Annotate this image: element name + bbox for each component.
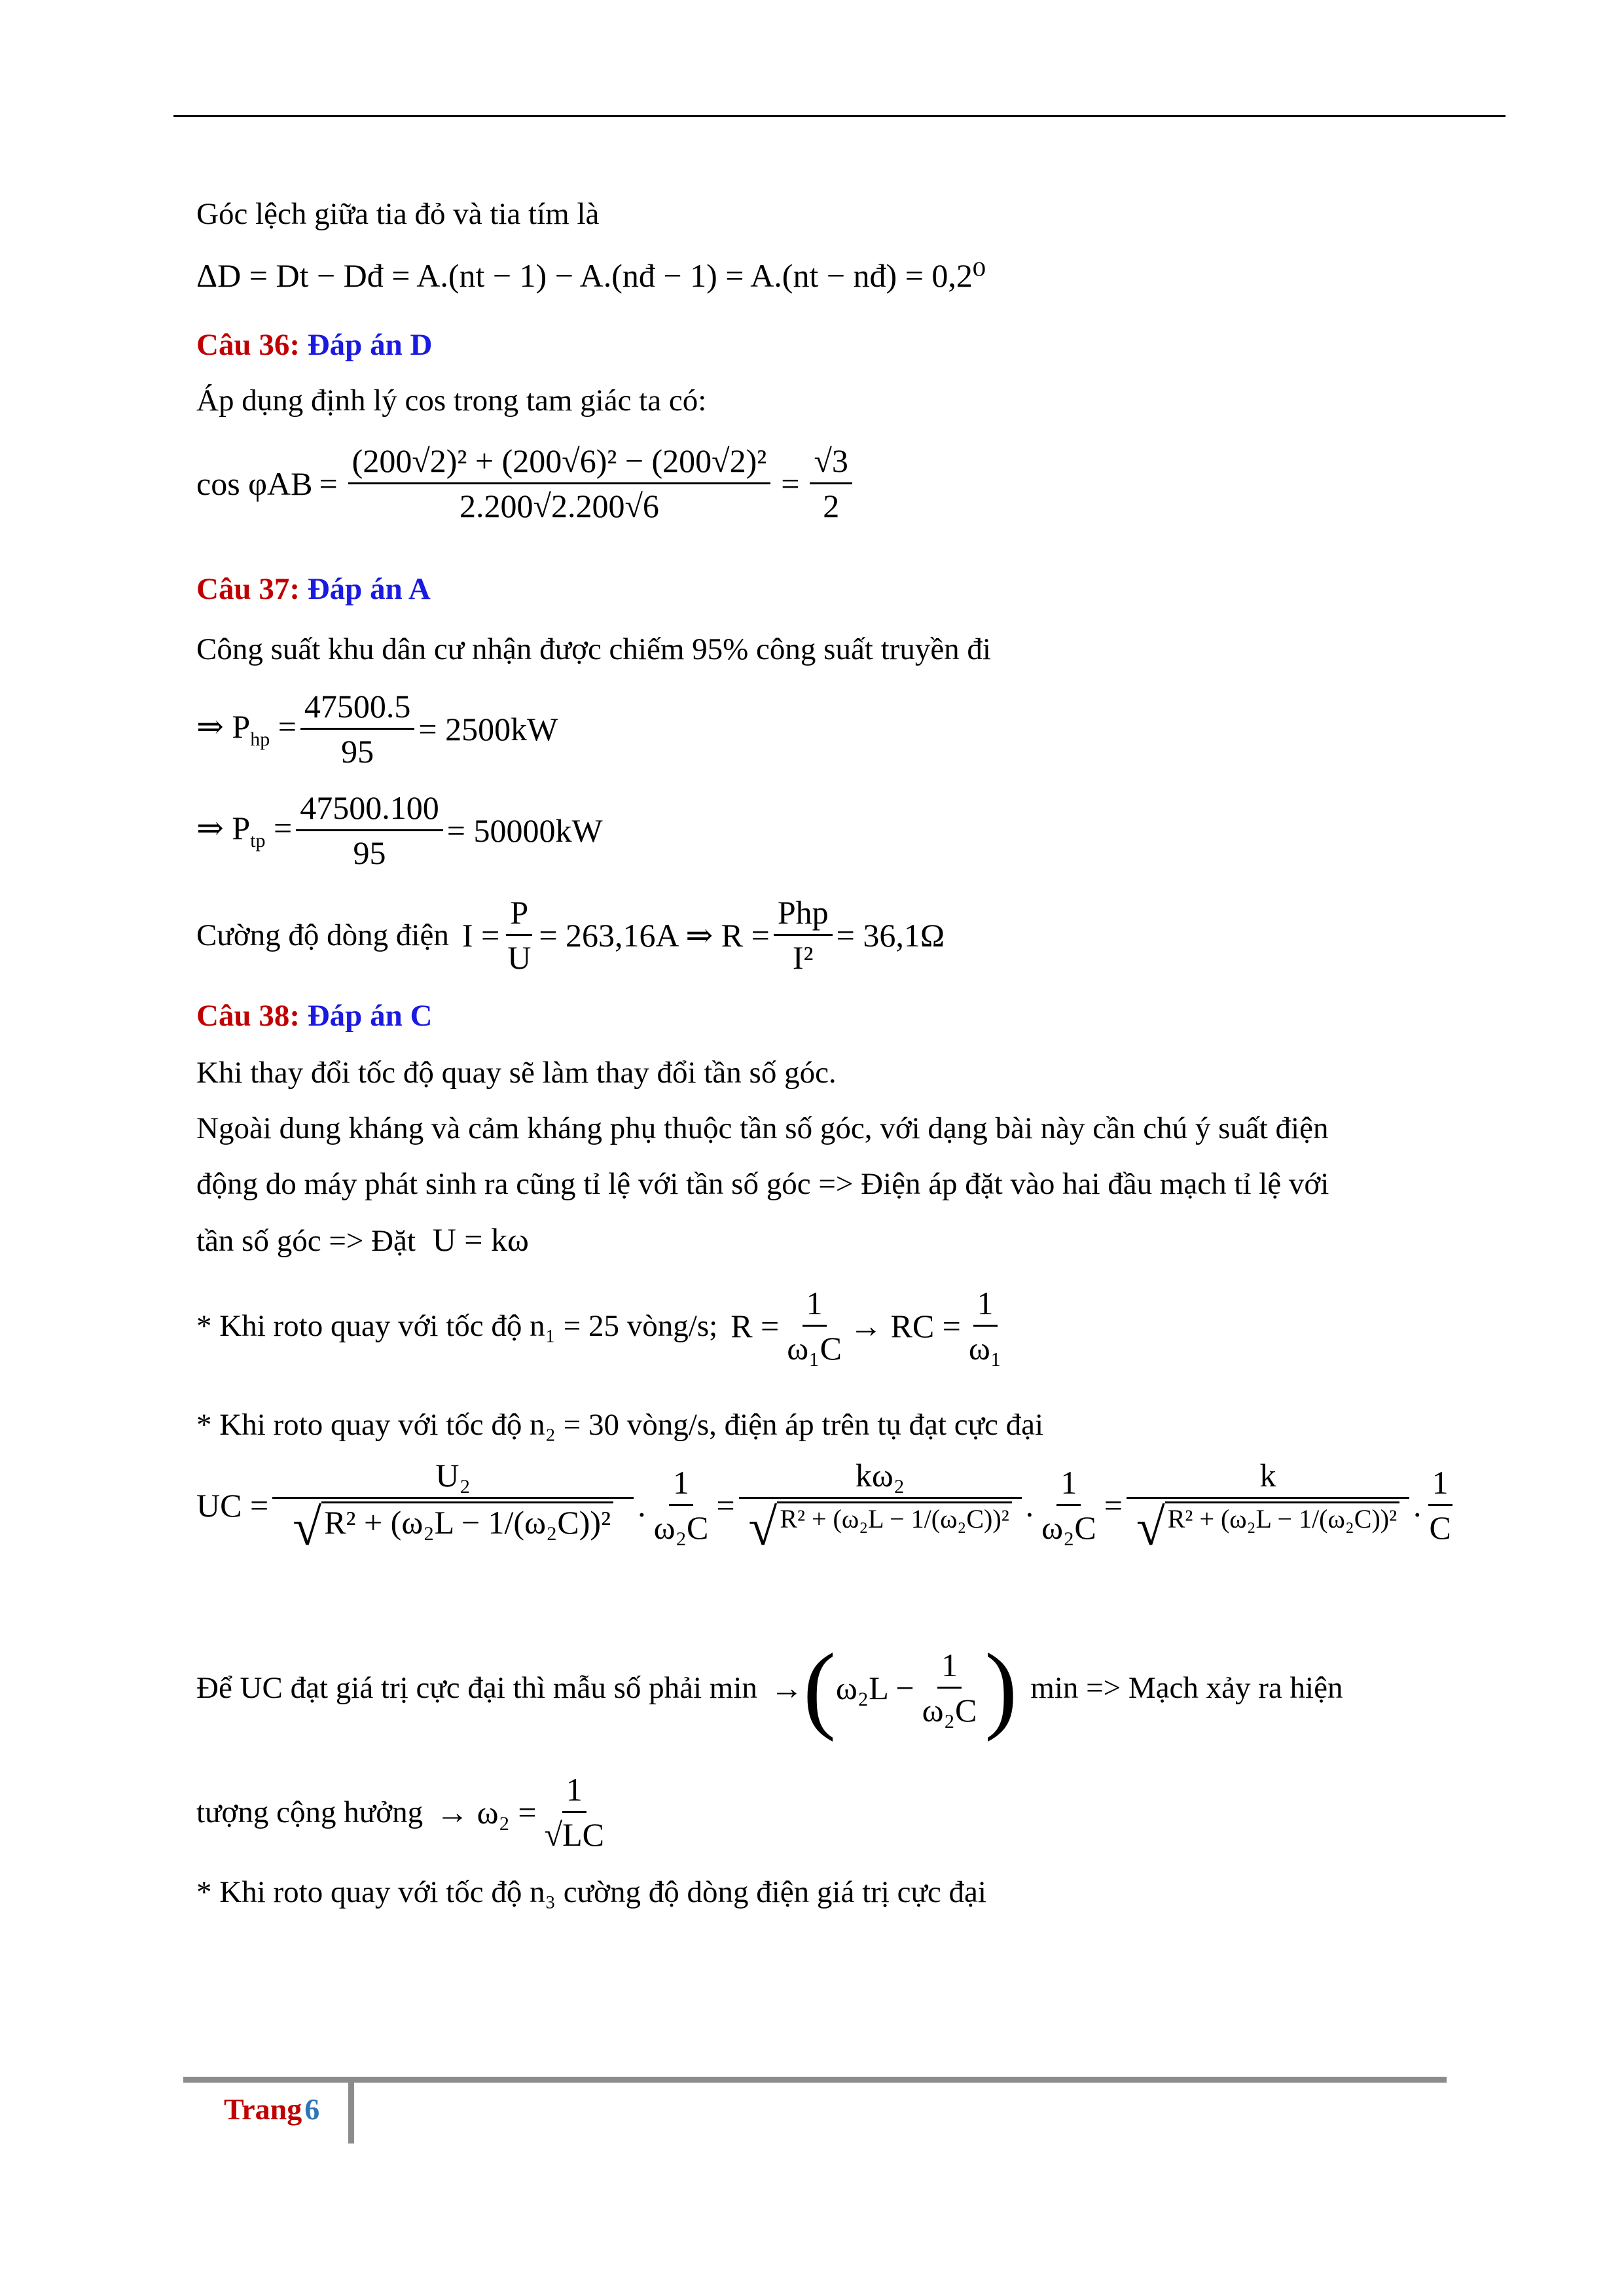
- q38-uc-term2: [739, 1456, 1022, 1554]
- q37-answer: Đáp án A: [307, 572, 431, 606]
- q37-php-formula: ⇒ $P_{hp}$ = $\frac{47500.5}{95}$ = 2500kW: [196, 688, 558, 770]
- q38-reso-text: tượng cộng hưởng: [196, 1795, 424, 1829]
- q38-min-frac: [918, 1646, 981, 1729]
- q36-heading: [196, 327, 432, 363]
- q37-heading: [196, 571, 431, 607]
- q37-php-num: 47500.5: [300, 687, 415, 730]
- q38-n1-frac2: [965, 1284, 1005, 1367]
- q37-i-den: U: [507, 939, 532, 976]
- q38-n1-den2: ω₁: [968, 1330, 1002, 1367]
- q38-uc-t2-num: kω₂: [739, 1456, 1022, 1499]
- q37-current-formula: Cường độ dòng điện I = $\frac{P}{U}$ = 263,16A ⇒ R = $\frac{\text{Php}}{\text{I²}}$ = 36,1Ω: [196, 894, 945, 976]
- q38-uc-radicand-1: R² + (ω₂L − 1/(ω₂C))²: [321, 1501, 613, 1554]
- q37-ptp-result: = 50000kW: [446, 812, 603, 849]
- q36-numerator: (200√2)² + (200√6)² − (200√2)²: [348, 442, 771, 484]
- q38-answer: Đáp án C: [307, 999, 433, 1033]
- q38-uc-t3-num: k: [1127, 1456, 1409, 1499]
- q38-reso-num: 1: [562, 1770, 586, 1813]
- q38-uc-t1-mult-den: ω₂C: [653, 1509, 709, 1546]
- q36-result-den: 2: [823, 488, 840, 524]
- q38-uc-lhs: UC =: [196, 1486, 269, 1524]
- q37-ptp-formula: ⇒ $P_{tp}$ = $\frac{47500.100}{95}$ = 50000kW: [196, 789, 603, 871]
- q37-i-num: P: [506, 893, 532, 936]
- q37-r-fraction: [774, 893, 833, 977]
- q38-p2-line2: động do máy phát sinh ra cũng tỉ lệ với tần số góc => Điện áp đặt vào hai đầu mạch tỉ lệ với: [196, 1167, 1329, 1201]
- q37-i-fraction: [503, 893, 535, 977]
- delta-d-text: ΔD = Dt − Dđ = A.(nt − 1) − A.(nđ − 1) = A.(nt − nđ) = 0,2⁰: [196, 257, 986, 294]
- q36-answer: Đáp án D: [307, 328, 433, 362]
- intro-line: Góc lệch giữa tia đỏ và tia tím là: [196, 197, 600, 231]
- q36-lhs: cos φAB: [196, 465, 313, 502]
- page-label: Trang: [224, 2092, 302, 2126]
- q38-min-text-b: min => Mạch xảy ra hiện: [1030, 1670, 1343, 1705]
- q37-ptp-fraction: [296, 789, 443, 872]
- q37-ptp-num: 47500.100: [296, 789, 443, 831]
- q38-uc-t2-den: √ R² + (ω₂L − 1/(ω₂C))²: [744, 1499, 1015, 1554]
- q38-n1-text: * Khi roto quay với tốc độ n₁ = 25 vòng/s;: [196, 1308, 718, 1343]
- q38-n1-line: [196, 1284, 1009, 1367]
- q36-label: Câu 36:: [196, 328, 300, 362]
- q38-uc-t3-mult: [1425, 1463, 1454, 1547]
- q38-uc-t2-mult-num: 1: [1056, 1463, 1081, 1506]
- q38-p2-line3: [196, 1221, 529, 1260]
- q38-uc-t1-mult: [650, 1463, 713, 1547]
- q38-n3-text: * Khi roto quay với tốc độ n₃ cường độ dòng điện giá trị cực đại: [196, 1875, 986, 1909]
- q38-uc-t1-mult-num: 1: [669, 1463, 693, 1506]
- q38-uc-term3: [1127, 1456, 1409, 1554]
- q37-label: Câu 37:: [196, 572, 300, 606]
- q37-php-den: 95: [341, 733, 374, 770]
- q38-uc-t3-mult-num: 1: [1428, 1463, 1453, 1506]
- q37-r-num: Php: [774, 893, 833, 936]
- q36-text: Áp dụng định lý cos trong tam giác ta có:: [196, 384, 707, 418]
- delta-d-formula: [196, 257, 986, 295]
- q38-uc-t2-mult-den: ω₂C: [1041, 1509, 1096, 1546]
- q36-result-num: √3: [810, 442, 852, 484]
- q37-i-val: = 263,16A ⇒ R =: [539, 916, 770, 954]
- q38-uc-term1: [272, 1456, 634, 1554]
- q38-n1-num1: 1: [803, 1284, 827, 1327]
- q37-current-text: Cường độ dòng điện: [196, 918, 449, 952]
- q38-reso-frac: [541, 1770, 608, 1854]
- page-number: [224, 2092, 319, 2126]
- q38-min-num: 1: [937, 1646, 962, 1689]
- q38-p2-line3-text: tần số góc => Đặt: [196, 1224, 416, 1258]
- q37-php-fraction: [300, 687, 415, 770]
- q38-reso-den: √LC: [544, 1816, 604, 1853]
- q38-min-text-a: Để UC đạt giá trị cực đại thì mẫu số phải min: [196, 1670, 757, 1705]
- q38-min-den: ω₂C: [922, 1692, 977, 1729]
- q38-p2-eq: U = kω: [432, 1221, 529, 1258]
- q38-n1-frac1: [783, 1284, 846, 1367]
- q36-result: [810, 442, 852, 525]
- footer-rule: [183, 2077, 1447, 2083]
- q38-label: Câu 38:: [196, 999, 300, 1033]
- q36-formula: cos φAB = $\frac{\text{(200√2)² + (200√6)² − (200√2)²}}{2.200√2.200√6}$ = $\frac{√3}{2}$: [196, 442, 856, 525]
- q38-n2-text: * Khi roto quay với tốc độ n₂ = 30 vòng/s, điện áp trên tụ đạt cực đại: [196, 1408, 1044, 1442]
- q36-fraction: [348, 442, 771, 525]
- q38-n1-mid: → RC =: [849, 1307, 961, 1344]
- q38-n1-lhs: R =: [731, 1307, 780, 1344]
- q38-reso-line: [196, 1770, 612, 1854]
- q38-uc-t1-num: U₂: [272, 1456, 634, 1499]
- q37-php-result: = 2500kW: [418, 710, 558, 747]
- q37-r-den: I²: [792, 939, 814, 976]
- q38-n1-den1: ω₁C: [787, 1330, 842, 1367]
- q38-p1: Khi thay đổi tốc độ quay sẽ làm thay đổi tần số góc.: [196, 1056, 837, 1090]
- q38-uc-formula: UC = U₂ √ R² + (ω₂L − 1/(ω₂C))² . $\frac{1}{\text{ω₂C}}$ = kω₂ √ R² + (ω₂L − 1/(ω₂C))² . $\frac{1}{\text{ω₂C}}$ = k √ R² + (ω₂L − 1/(ω₂C))² . $\frac{1}{C}$: [196, 1456, 1459, 1554]
- q38-uc-t3-den: √ R² + (ω₂L − 1/(ω₂C))²: [1132, 1499, 1403, 1554]
- q38-n1-num2: 1: [973, 1284, 998, 1327]
- q37-text: Công suất khu dân cư nhận được chiếm 95% công suất truyền đi: [196, 632, 991, 666]
- q38-uc-t3-mult-den: C: [1429, 1509, 1451, 1546]
- q37-r-val: = 36,1Ω: [836, 916, 945, 954]
- q38-p2-line1: Ngoài dung kháng và cảm kháng phụ thuộc tần số góc, với dạng bài này cần chú ý suất điện: [196, 1111, 1329, 1145]
- q38-uc-t2-mult: [1038, 1463, 1100, 1547]
- page-num-value: 6: [304, 2092, 320, 2126]
- q38-uc-t1-den: √ R² + (ω₂L − 1/(ω₂C))²: [289, 1499, 617, 1554]
- q38-reso-lhs: → ω₂ =: [436, 1793, 537, 1831]
- header-rule: [173, 115, 1506, 117]
- footer-divider: [348, 2083, 354, 2144]
- q38-heading: [196, 998, 432, 1033]
- q38-min-lead: ω₂L −: [835, 1669, 914, 1706]
- q37-ptp-den: 95: [353, 834, 386, 871]
- q38-min-line: Để UC đạt giá trị cực đại thì mẫu số phải min → ( ω₂L − $\frac{1}{\text{ω₂C}}$ ) min => Mạch xảy ra hiện: [196, 1633, 1343, 1742]
- q36-denominator: 2.200√2.200√6: [460, 488, 659, 524]
